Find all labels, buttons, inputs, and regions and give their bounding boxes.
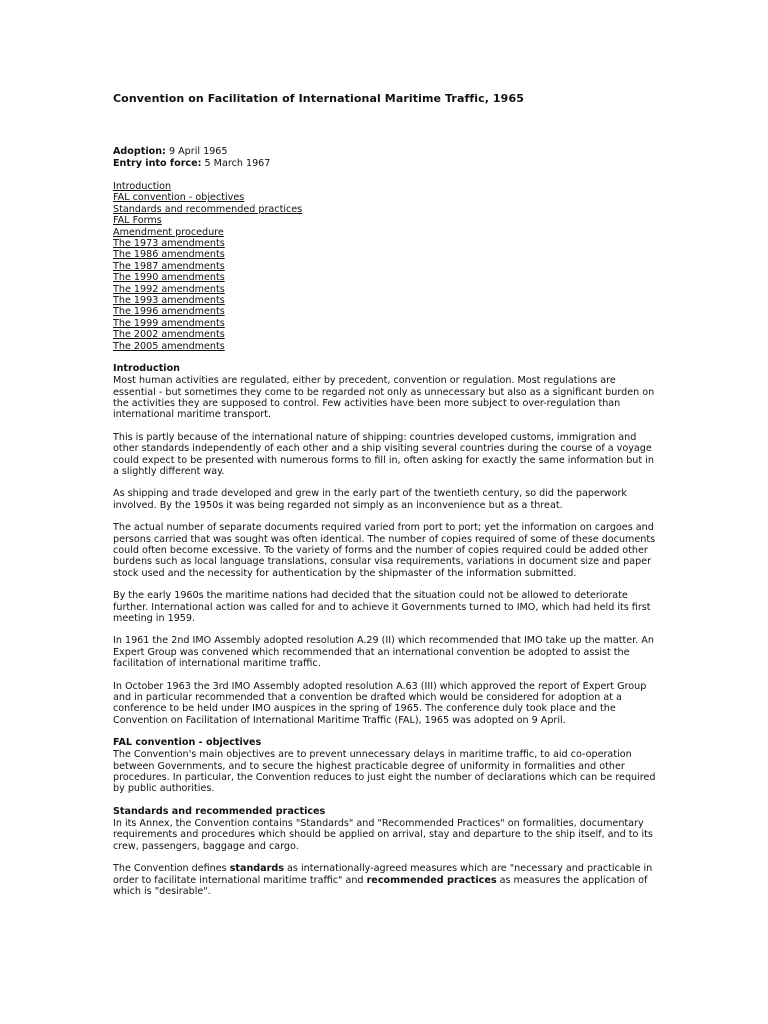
standards-definition-paragraph [113, 863, 658, 897]
entry-into-force-label: Entry into force: [113, 158, 202, 169]
definition-text: as internationally-agreed measures which are "necessary and practicable in order to facilitate international maritime traffic" and [113, 863, 653, 886]
section-introduction [113, 363, 658, 726]
toc-link-1993-amendments[interactable]: The 1993 amendments [113, 295, 225, 307]
toc-link-1992-amendments[interactable]: The 1992 amendments [113, 283, 225, 295]
toc-link-2005-amendments[interactable]: The 2005 amendments [113, 340, 225, 352]
toc-link-1986-amendments[interactable]: The 1986 amendments [113, 249, 225, 261]
toc-link-standards[interactable]: Standards and recommended practices [113, 203, 303, 215]
intro-paragraph: In October 1963 the 3rd IMO Assembly adopted resolution A.63 (III) which approved the report of Expert Group and in particular recommended that a convention be drafted which would be considered for adoption at a conference to be held under IMO auspices in the spring of 1965. The conference duly took place and the Convention on Facilitation of International Maritime Traffic (FAL), 1965 was adopted on 9 April. [113, 680, 647, 726]
section-objectives [113, 737, 658, 795]
toc-link-objectives[interactable]: FAL convention - objectives [113, 192, 245, 204]
definition-text: as measures the application of which is "desirable". [113, 874, 648, 897]
convention-dates [113, 146, 658, 170]
entry-into-force-line [113, 158, 658, 170]
entry-into-force-value: 5 March 1967 [204, 158, 271, 169]
toc-link-1999-amendments[interactable]: The 1999 amendments [113, 317, 225, 329]
section-heading-standards: Standards and recommended practices [113, 805, 326, 817]
standards-paragraph: In its Annex, the Convention contains "Standards" and "Recommended Practices" on formalities, documentary requirements and procedures which should be applied on arrival, stay and departure to the ship itself, and to its crew, passengers, baggage and cargo. [113, 817, 653, 852]
adoption-value: 9 April 1965 [168, 146, 228, 157]
page-title: Convention on Facilitation of International Maritime Traffic, 1965 [113, 92, 524, 105]
toc-link-1987-amendments[interactable]: The 1987 amendments [113, 260, 225, 272]
recommended-practices-term: recommended practices [366, 874, 497, 886]
intro-paragraph: Most human activities are regulated, either by precedent, convention or regulation. Most regulations are essential - but sometimes they come to be regarded not only as unnecessary but also as a significant burden on the activities they are supposed to control. Few activities have been more subject to over-regulation than international maritime transport. [113, 375, 655, 421]
adoption-line [113, 146, 658, 158]
toc-link-1990-amendments[interactable]: The 1990 amendments [113, 272, 225, 284]
intro-paragraph: In 1961 the 2nd IMO Assembly adopted resolution A.29 (II) which recommended that IMO take up the matter. An Expert Group was convened which recommended that an international convention be adopted to assist the facilitation of international maritime traffic. [113, 635, 654, 670]
intro-paragraph: By the early 1960s the maritime nations had decided that the situation could not be allowed to deteriorate further. International action was called for and to achieve it Governments turned to IMO, which had held its first meeting in 1959. [113, 590, 651, 624]
toc-link-1996-amendments[interactable]: The 1996 amendments [113, 306, 225, 318]
intro-paragraph: As shipping and trade developed and grew in the early part of the twentieth century, so did the paperwork involved. By the 1950s it was being regarded not simply as an inconvenience but as a threat. [113, 488, 627, 511]
standards-term: standards [229, 863, 284, 875]
adoption-label: Adoption: [113, 146, 166, 157]
toc-link-2002-amendments[interactable]: The 2002 amendments [113, 329, 225, 341]
objectives-paragraph: The Convention's main objectives are to prevent unnecessary delays in maritime traffic, to aid co-operation between Governments, and to secure the highest practicable degree of uniformity in formalities and other procedures. In particular, the Convention reduces to just eight the number of declarations which can be required by public authorities. [113, 749, 656, 795]
intro-paragraph: The actual number of separate documents required varied from port to port; yet the information on cargoes and persons carried that was sought was often identical. The number of copies required of some of these documents could often become excessive. To the variety of forms and the number of copies required could be added other burdens such as local language translations, consular visa requirements, variations in document size and paper stock used and the necessity for authentication by the shipmaster of the information submitted. [113, 522, 656, 579]
toc-link-fal-forms[interactable]: FAL Forms [113, 215, 162, 227]
section-standards [113, 806, 658, 897]
table-of-contents [113, 181, 658, 352]
document-content [113, 92, 658, 897]
toc-link-1973-amendments[interactable]: The 1973 amendments [113, 238, 225, 250]
definition-text: The Convention defines [113, 863, 230, 875]
toc-link-introduction[interactable]: Introduction [113, 181, 172, 192]
intro-paragraph: This is partly because of the international nature of shipping: countries developed customs, immigration and other standards independently of each other and a ship visiting several countries during the course of a voyage could expect to be presented with numerous forms to fill in, often asking for exactly the same information but in a slightly different way. [113, 431, 654, 477]
section-heading-introduction: Introduction [113, 363, 180, 375]
toc-link-amendment-procedure[interactable]: Amendment procedure [113, 226, 224, 238]
section-heading-objectives: FAL convention - objectives [113, 737, 262, 749]
